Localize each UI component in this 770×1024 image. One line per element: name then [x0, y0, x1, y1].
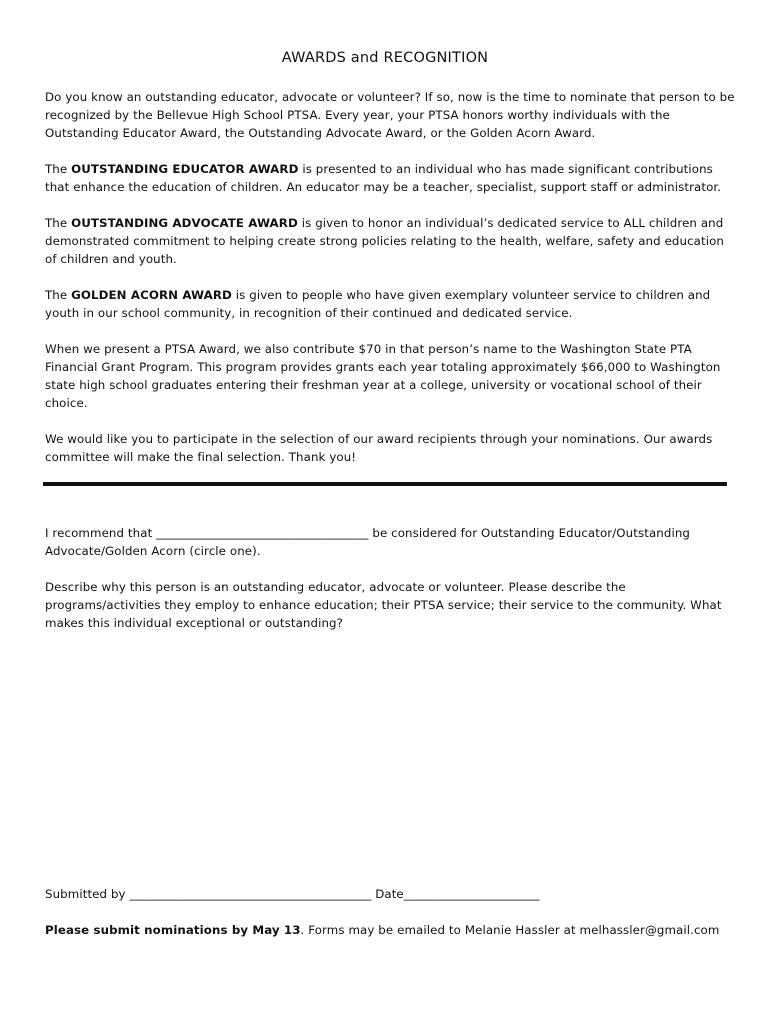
recommend-prefix: I recommend that: [45, 526, 157, 540]
acorn-award-text: is given to people who have given exemplary volunteer service to children and youth in our school community, in recognition of their continued and dedicated service.: [45, 288, 711, 320]
participate-paragraph: We would like you to participate in the selection of our award recipients through your nominations. Our awards committee will make the final selection. Thank you!: [45, 432, 713, 464]
educator-award-name: OUTSTANDING EDUCATOR AWARD: [71, 162, 299, 176]
recommend-line: [45, 524, 735, 560]
page-title: AWARDS and RECOGNITION: [281, 50, 489, 66]
acorn-award-paragraph: [45, 286, 735, 322]
divider-line: [43, 482, 727, 486]
email-instructions: . Forms may be emailed to Melanie Hassler at melhassler@gmail.com: [300, 923, 720, 937]
date-label: Date: [371, 887, 404, 901]
nominee-name-field[interactable]: ____________________________________: [156, 526, 369, 540]
advocate-award-text: is given to honor an individual’s dedicated service to ALL children and demonstrated commitment to helping create strong policies relating to the health, welfare, safety and education of children and youth.: [45, 216, 725, 266]
educator-award-text: is presented to an individual who has made significant contributions that enhance the education of children. An educator may be a teacher, specialist, support staff or administrator.: [45, 162, 722, 194]
deadline-text: Please submit nominations by May 13: [45, 923, 301, 937]
educator-lead: The: [45, 162, 72, 176]
submitted-by-field[interactable]: _________________________________________: [129, 887, 372, 901]
advocate-award-paragraph: [45, 214, 735, 268]
date-field[interactable]: _______________________: [403, 887, 540, 901]
describe-paragraph: Describe why this person is an outstanding educator, advocate or volunteer. Please describe the programs/activities they employ to enhance education; their PTSA service; their service to the community. What makes this individual exceptional or outstanding?: [45, 580, 722, 630]
grant-paragraph: When we present a PTSA Award, we also contribute $70 in that person’s name to the Washington State PTA Financial Grant Program. This program provides grants each year totaling approximately $66,000 to Washington state high school graduates entering their freshman year at a college, university or vocational school of their choice.: [45, 342, 721, 410]
advocate-award-name: OUTSTANDING ADVOCATE AWARD: [71, 216, 298, 230]
acorn-award-name: GOLDEN ACORN AWARD: [71, 288, 232, 302]
submitted-line: [45, 885, 735, 903]
description-area[interactable]: [45, 640, 735, 870]
submitted-label: Submitted by: [45, 887, 130, 901]
recommend-suffix: be considered for Outstanding Educator/Outstanding Advocate/Golden Acorn (circle one).: [45, 526, 690, 558]
educator-award-paragraph: [45, 160, 735, 196]
advocate-lead: The: [45, 216, 72, 230]
intro-paragraph: Do you know an outstanding educator, advocate or volunteer? If so, now is the time to nominate that person to be recognized by the Bellevue High School PTSA. Every year, your PTSA honors worthy individuals with the Outstanding Educator Award, the Outstanding Advocate Award, or the Golden Acorn Award.: [45, 90, 735, 140]
acorn-lead: The: [45, 288, 72, 302]
footer-line: [45, 921, 735, 939]
